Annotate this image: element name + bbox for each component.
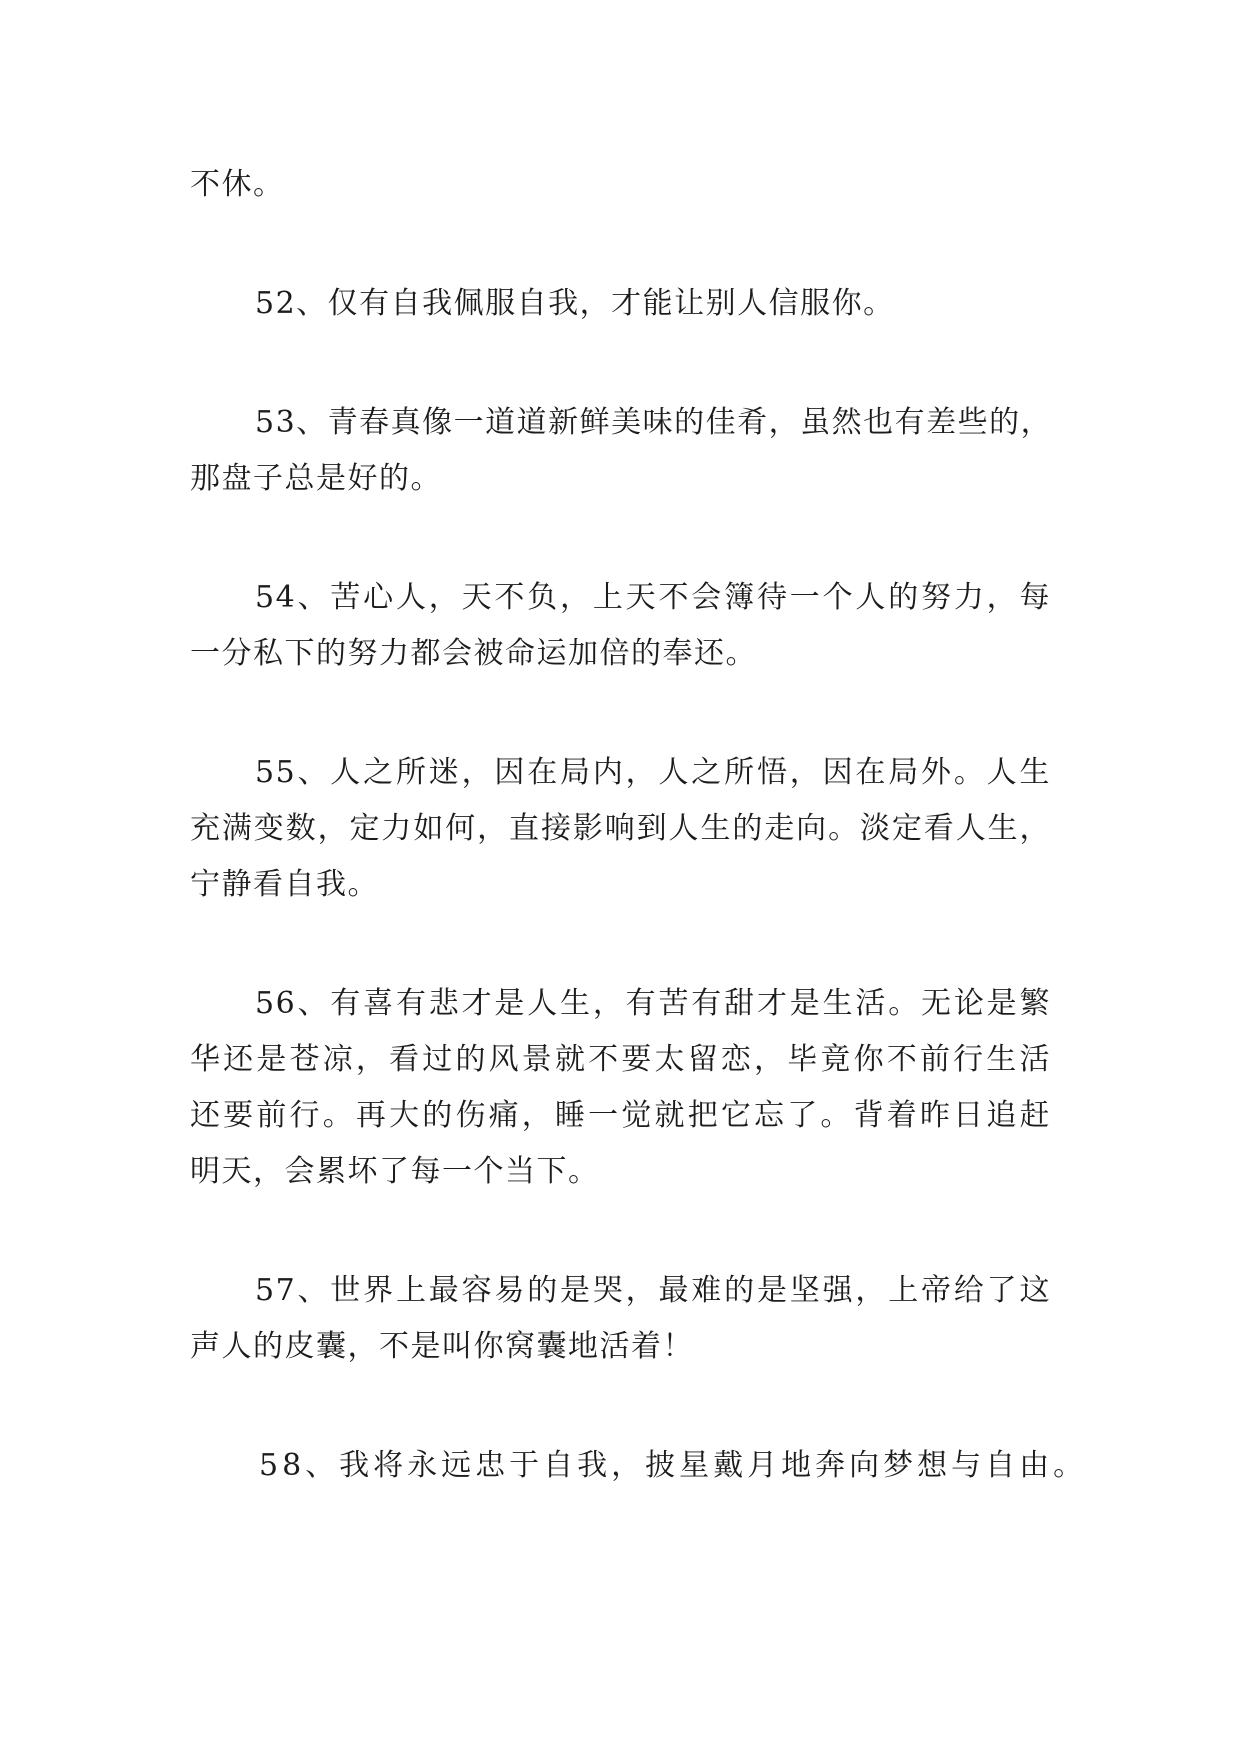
paragraph-continuation — [190, 157, 1051, 213]
paragraph-line: 还要前行。再大的伤痛，睡一觉就把它忘了。背着昨日追赶 — [190, 1098, 1051, 1133]
paragraph-line: 53、青春真像一道道新鲜美味的佳肴，虽然也有差些的， — [255, 405, 1053, 440]
quote-56 — [190, 976, 1051, 1200]
paragraph-line: 52、仅有自我佩服自我，才能让别人信服你。 — [255, 286, 895, 321]
paragraph-line: 充满变数，定力如何，直接影响到人生的走向。淡定看人生， — [190, 811, 1051, 846]
paragraph-line: 华还是苍凉，看过的风景就不要太留恋，毕竟你不前行生活 — [190, 1042, 1051, 1077]
quote-53 — [190, 395, 1051, 507]
paragraph-line: 一分私下的努力都会被命运加倍的奉还。 — [190, 636, 757, 671]
paragraph-line: 明天，会累坏了每一个当下。 — [190, 1154, 600, 1189]
paragraph-line: 不休。 — [190, 167, 285, 202]
paragraph-line: 58、我将永远忠于自我，披星戴月地奔向梦想与自由。 — [259, 1448, 1088, 1483]
paragraph-line: 那盘子总是好的。 — [190, 461, 442, 496]
paragraph-line: 55、人之所迷，因在局内，人之所悟，因在局外。人生 — [255, 755, 1051, 790]
paragraph-line: 宁静看自我。 — [190, 867, 379, 902]
document-body — [190, 157, 1088, 1494]
quote-57 — [190, 1263, 1051, 1375]
quote-52 — [190, 276, 1051, 332]
paragraph-line: 57、世界上最容易的是哭，最难的是坚强，上帝给了这 — [255, 1273, 1051, 1308]
quote-58 — [190, 1438, 1088, 1494]
quote-54 — [190, 570, 1051, 682]
quote-55 — [190, 745, 1051, 913]
paragraph-line: 54、苦心人，天不负，上天不会簿待一个人的努力，每 — [255, 580, 1051, 615]
paragraph-line: 56、有喜有悲才是人生，有苦有甜才是生活。无论是繁 — [255, 986, 1051, 1021]
paragraph-line: 声人的皮囊，不是叫你窝囊地活着！ — [190, 1329, 694, 1364]
